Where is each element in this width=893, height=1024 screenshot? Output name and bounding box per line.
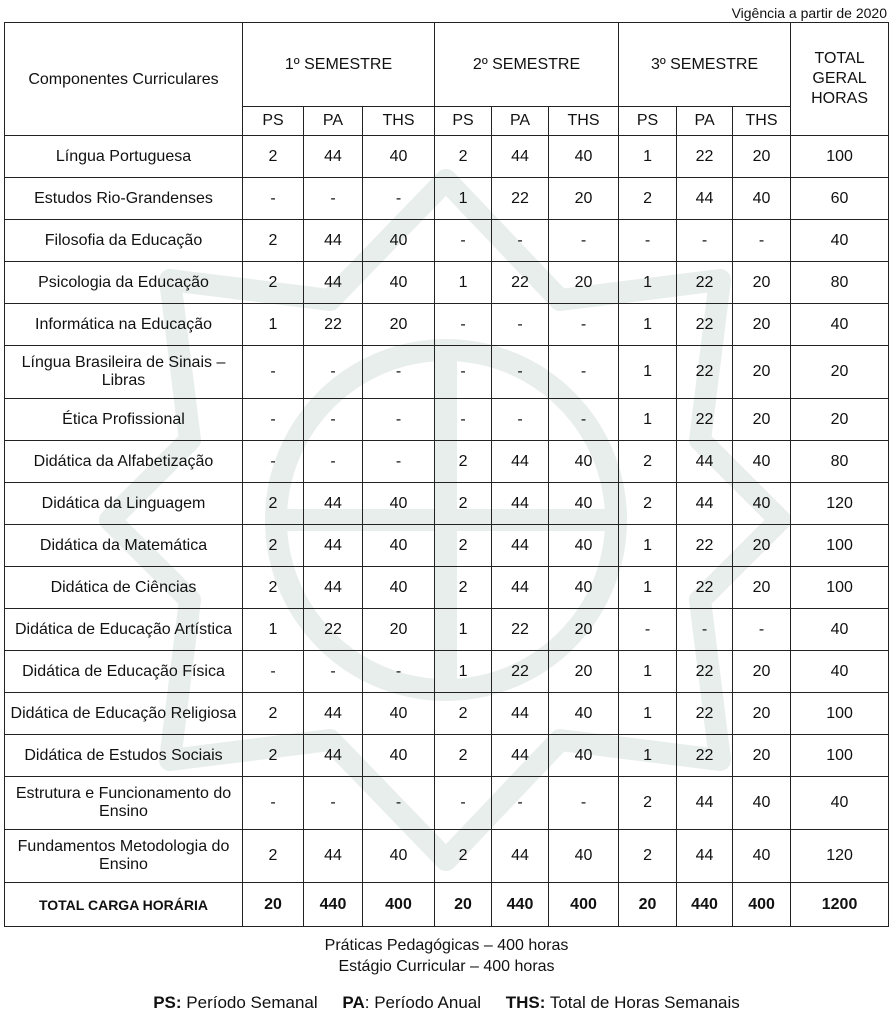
component-name: Filosofia da Educação [5,220,243,262]
cell-s1-ps: - [243,178,304,220]
cell-s1-ps: 2 [243,525,304,567]
cell-s2-ps: - [435,304,492,346]
cell-s2-ths: - [549,399,619,441]
cell-s3-pa: 22 [677,735,733,777]
sub-header-pa: PA [304,107,363,136]
cell-s2-ps: - [435,220,492,262]
semester-2-header: 2º SEMESTRE [435,23,619,107]
component-name: Fundamentos Metodologia do Ensino [5,830,243,883]
cell-s2-ps: 2 [435,735,492,777]
grand-total: 1200 [791,883,889,927]
cell-s1-ps: 2 [243,830,304,883]
cell-s3-pa: - [677,220,733,262]
table-row [5,304,889,346]
cell-s2-pa: 22 [492,178,549,220]
semester-3-header: 3º SEMESTRE [619,23,791,107]
cell-s1-pa: - [304,651,363,693]
component-name: Língua Brasileira de Sinais – Libras [5,346,243,399]
cell-s1-ps: 1 [243,304,304,346]
cell-s1-ps: - [243,441,304,483]
cell-s1-ths: - [363,346,435,399]
cell-total: 40 [791,651,889,693]
table-row [5,609,889,651]
vigencia-label: Vigência a partir de 2020 [731,5,887,21]
cell-s2-pa: - [492,346,549,399]
cell-s1-pa: 44 [304,693,363,735]
cell-s2-ths: - [549,304,619,346]
cell-s1-ths: 40 [363,830,435,883]
cell-s1-ps: 2 [243,735,304,777]
cell-s1-ths: 40 [363,220,435,262]
table-row [5,483,889,525]
cell-s3-ths: 20 [733,262,791,304]
total-s3-ths: 400 [733,883,791,927]
component-name: Didática de Educação Artística [5,609,243,651]
cell-total: 60 [791,178,889,220]
component-name: Informática na Educação [5,304,243,346]
cell-s1-ths: 40 [363,525,435,567]
table-row [5,693,889,735]
cell-s3-ps: 2 [619,441,677,483]
cell-s3-pa: 22 [677,304,733,346]
cell-s1-pa: 44 [304,483,363,525]
sub-header-pa: PA [677,107,733,136]
semester-1-header: 1º SEMESTRE [243,23,435,107]
cell-s1-ps: - [243,399,304,441]
cell-s2-pa: - [492,220,549,262]
cell-s3-pa: 22 [677,399,733,441]
cell-s1-ths: - [363,178,435,220]
table-row [5,346,889,399]
legend-pa: PA: Período Anual [342,993,482,1012]
cell-s2-ps: 1 [435,609,492,651]
cell-s3-ths: 20 [733,136,791,178]
component-name: Didática da Linguagem [5,483,243,525]
cell-s1-ps: - [243,346,304,399]
cell-s3-pa: - [677,609,733,651]
cell-s1-pa: - [304,346,363,399]
cell-s3-pa: 44 [677,441,733,483]
cell-s2-ths: 20 [549,609,619,651]
cell-s3-ths: 20 [733,525,791,567]
sub-header-pa: PA [492,107,549,136]
note-praticas: Práticas Pedagógicas – 400 horas [324,937,569,954]
cell-s3-pa: 22 [677,262,733,304]
component-name: Ética Profissional [5,399,243,441]
cell-total: 120 [791,830,889,883]
cell-s3-ths: 20 [733,693,791,735]
table-row [5,567,889,609]
sub-header-ps: PS [619,107,677,136]
cell-s3-ps: - [619,220,677,262]
table-row [5,220,889,262]
cell-s3-ps: 1 [619,399,677,441]
cell-s1-pa: 22 [304,609,363,651]
cell-total: 20 [791,346,889,399]
legend-ps: PS: Período Semanal [153,993,318,1012]
cell-total: 100 [791,735,889,777]
cell-s2-ps: 2 [435,830,492,883]
table-row [5,136,889,178]
footer-notes [0,935,893,977]
cell-s3-pa: 22 [677,567,733,609]
cell-s1-ps: 2 [243,136,304,178]
componentes-header: Componentes Curriculares [5,23,243,136]
cell-s1-ths: 40 [363,136,435,178]
cell-s3-ths: 40 [733,178,791,220]
cell-s1-pa: 44 [304,136,363,178]
total-s3-pa: 440 [677,883,733,927]
cell-s2-pa: 22 [492,651,549,693]
total-s2-ps: 20 [435,883,492,927]
table-body [5,136,889,927]
cell-s1-ths: 20 [363,304,435,346]
cell-total: 20 [791,399,889,441]
table-row [5,735,889,777]
cell-s2-ths: 20 [549,262,619,304]
cell-s1-pa: 44 [304,220,363,262]
cell-s2-ps: 2 [435,136,492,178]
cell-total: 100 [791,567,889,609]
cell-s1-ths: 40 [363,483,435,525]
curriculum-table [4,22,889,927]
sub-header-ths: THS [549,107,619,136]
total-row [5,883,889,927]
cell-s3-ths: 40 [733,777,791,830]
cell-s2-ths: 20 [549,178,619,220]
cell-total: 80 [791,441,889,483]
total-s3-ps: 20 [619,883,677,927]
cell-s3-ps: 2 [619,483,677,525]
total-s1-ths: 400 [363,883,435,927]
cell-s1-ths: 40 [363,693,435,735]
cell-s2-pa: 44 [492,693,549,735]
cell-total: 100 [791,136,889,178]
component-name: Didática de Educação Religiosa [5,693,243,735]
cell-s3-pa: 44 [677,178,733,220]
cell-s1-pa: - [304,178,363,220]
component-name: Didática de Educação Física [5,651,243,693]
cell-s2-pa: - [492,399,549,441]
cell-s2-ths: 40 [549,483,619,525]
cell-total: 120 [791,483,889,525]
cell-total: 100 [791,693,889,735]
cell-s1-pa: 44 [304,262,363,304]
cell-total: 40 [791,777,889,830]
total-s2-ths: 400 [549,883,619,927]
cell-s2-ths: 40 [549,830,619,883]
cell-s3-ths: 20 [733,735,791,777]
cell-s1-ps: 2 [243,220,304,262]
cell-s2-pa: 44 [492,735,549,777]
sub-header-ths: THS [363,107,435,136]
cell-s3-ps: 1 [619,693,677,735]
cell-s1-pa: 44 [304,567,363,609]
cell-s3-ps: 1 [619,346,677,399]
cell-s3-ths: 20 [733,651,791,693]
total-s1-pa: 440 [304,883,363,927]
cell-s3-ths: - [733,609,791,651]
cell-s1-pa: - [304,777,363,830]
cell-s1-ths: - [363,777,435,830]
cell-s2-pa: 44 [492,567,549,609]
cell-s1-ths: - [363,399,435,441]
cell-s2-pa: 44 [492,136,549,178]
cell-s1-ps: 1 [243,609,304,651]
cell-s1-pa: - [304,441,363,483]
cell-total: 40 [791,304,889,346]
cell-s3-ps: 1 [619,567,677,609]
cell-s3-ps: 1 [619,651,677,693]
cell-s1-ths: - [363,651,435,693]
component-name: Estrutura e Funcionamento do Ensino [5,777,243,830]
cell-s1-ths: - [363,441,435,483]
cell-s3-ths: 40 [733,483,791,525]
legend-ths: THS: Total de Horas Semanais [505,993,740,1012]
table-row [5,651,889,693]
note-estagio: Estágio Curricular – 400 horas [338,958,555,975]
cell-s1-pa: 44 [304,735,363,777]
cell-s3-ths: 20 [733,567,791,609]
table-row [5,525,889,567]
cell-s2-ps: - [435,777,492,830]
cell-s3-pa: 22 [677,651,733,693]
cell-s3-ps: 2 [619,777,677,830]
table-row [5,399,889,441]
cell-s2-ths: 40 [549,567,619,609]
cell-total: 40 [791,609,889,651]
cell-s3-pa: 44 [677,830,733,883]
cell-s1-ths: 40 [363,735,435,777]
cell-s1-ps: - [243,651,304,693]
table-row [5,777,889,830]
cell-s1-pa: - [304,399,363,441]
cell-s2-ps: 2 [435,483,492,525]
cell-s3-ths: 40 [733,830,791,883]
total-header: TOTAL GERAL HORAS [791,23,889,136]
cell-s2-ths: - [549,777,619,830]
cell-s1-ths: 40 [363,567,435,609]
total-s1-ps: 20 [243,883,304,927]
cell-s3-pa: 22 [677,525,733,567]
cell-s3-ps: 1 [619,304,677,346]
cell-s2-ths: 40 [549,136,619,178]
cell-s2-ths: 40 [549,735,619,777]
cell-total: 80 [791,262,889,304]
cell-s2-ps: - [435,346,492,399]
table-row [5,178,889,220]
component-name: Psicologia da Educação [5,262,243,304]
cell-s2-ps: 1 [435,178,492,220]
cell-s2-ths: 40 [549,525,619,567]
cell-s2-pa: 44 [492,441,549,483]
cell-s3-ths: 20 [733,346,791,399]
cell-s2-ps: 2 [435,567,492,609]
component-name: Didática de Estudos Sociais [5,735,243,777]
sub-header-ps: PS [243,107,304,136]
cell-s2-ths: - [549,346,619,399]
cell-s3-pa: 44 [677,483,733,525]
cell-s3-ths: - [733,220,791,262]
legend [0,993,893,1013]
total-s2-pa: 440 [492,883,549,927]
component-name: Didática de Ciências [5,567,243,609]
cell-s2-pa: 22 [492,609,549,651]
cell-s2-ps: 2 [435,525,492,567]
cell-s1-ps: - [243,777,304,830]
table-row [5,830,889,883]
sub-header-ps: PS [435,107,492,136]
cell-s1-pa: 44 [304,830,363,883]
cell-s2-ps: 1 [435,651,492,693]
cell-s1-ths: 20 [363,609,435,651]
cell-s3-ths: 20 [733,399,791,441]
cell-s2-ps: 1 [435,262,492,304]
cell-s2-pa: 44 [492,525,549,567]
cell-s3-ps: - [619,609,677,651]
cell-s2-ps: - [435,399,492,441]
cell-s3-ths: 40 [733,441,791,483]
component-name: Estudos Rio-Grandenses [5,178,243,220]
component-name: Língua Portuguesa [5,136,243,178]
cell-s1-ths: 40 [363,262,435,304]
cell-s2-pa: 22 [492,262,549,304]
total-row-label: TOTAL CARGA HORÁRIA [5,883,243,927]
cell-s1-pa: 22 [304,304,363,346]
sub-header-ths: THS [733,107,791,136]
cell-s3-pa: 22 [677,693,733,735]
cell-s1-pa: 44 [304,525,363,567]
cell-s2-pa: 44 [492,483,549,525]
cell-s1-ps: 2 [243,262,304,304]
cell-s3-ps: 2 [619,830,677,883]
cell-s2-ps: 2 [435,693,492,735]
cell-s2-ths: 20 [549,651,619,693]
cell-s2-pa: 44 [492,830,549,883]
cell-s3-pa: 22 [677,136,733,178]
cell-s2-pa: - [492,304,549,346]
table-row [5,262,889,304]
cell-s3-pa: 22 [677,346,733,399]
cell-total: 100 [791,525,889,567]
component-name: Didática da Matemática [5,525,243,567]
cell-s1-ps: 2 [243,567,304,609]
cell-s3-ths: 20 [733,304,791,346]
cell-s2-ths: 40 [549,693,619,735]
cell-s2-ths: - [549,220,619,262]
cell-s3-ps: 1 [619,735,677,777]
component-name: Didática da Alfabetização [5,441,243,483]
cell-s2-ths: 40 [549,441,619,483]
table-row [5,441,889,483]
cell-s3-ps: 1 [619,136,677,178]
cell-total: 40 [791,220,889,262]
cell-s2-ps: 2 [435,441,492,483]
cell-s3-ps: 2 [619,178,677,220]
cell-s3-pa: 44 [677,777,733,830]
cell-s1-ps: 2 [243,483,304,525]
cell-s3-ps: 1 [619,525,677,567]
cell-s1-ps: 2 [243,693,304,735]
cell-s2-pa: - [492,777,549,830]
cell-s3-ps: 1 [619,262,677,304]
